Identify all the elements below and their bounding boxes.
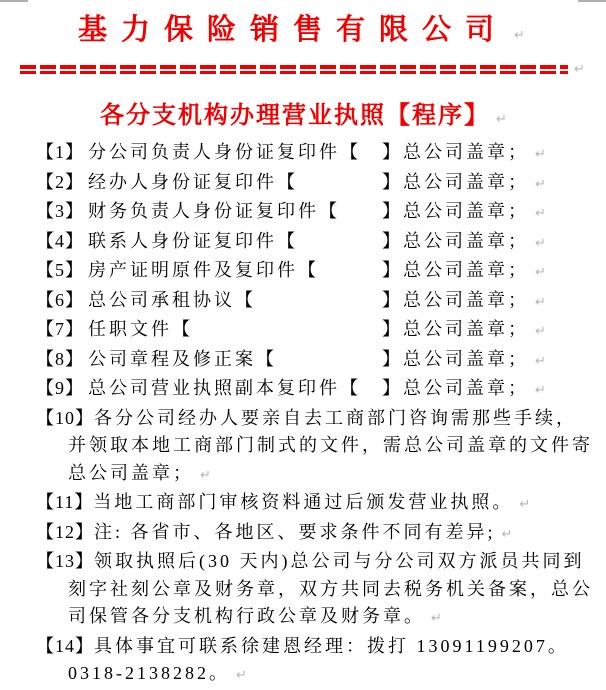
pilcrow-mark-icon: ↵ <box>535 206 549 221</box>
list-item <box>36 198 600 228</box>
list-item <box>36 633 600 661</box>
pilcrow-mark-icon: ↵ <box>514 28 525 43</box>
list-item-number: 【6】 <box>36 289 84 310</box>
list-item-number: 【1】 <box>36 142 84 162</box>
double-line-bars <box>20 63 568 76</box>
pilcrow-mark-icon: ↵ <box>535 324 549 339</box>
list-item-text: 分公司负责人身份证复印件【 】总公司盖章； <box>88 142 529 162</box>
list-item-text: 领取执照后(30 天内)总公司与分公司双方派员共同到 <box>94 551 585 571</box>
list-item-text: 司保管各分支机构行政公章及财务章。 <box>68 606 425 626</box>
list-item <box>36 169 600 199</box>
document-subtitle: 各分支机构办理营业执照【程序】 <box>100 103 490 129</box>
pilcrow-mark-icon: ↵ <box>535 265 549 280</box>
list-item-number: 【10】 <box>36 407 94 428</box>
list-item <box>36 316 600 346</box>
list-item-number: 【13】 <box>36 551 94 571</box>
list-item-text: 联系人身份证复印件【 】总公司盖章； <box>88 230 529 251</box>
list-item-text: 房产证明原件及复印件【 】总公司盖章； <box>88 260 529 280</box>
list-item-continuation <box>36 576 600 604</box>
list-item <box>36 346 600 376</box>
list-item-number: 【9】 <box>36 378 84 398</box>
list-item <box>36 139 600 169</box>
list-item-number: 【11】 <box>36 492 94 512</box>
list-item-text: 具体事宜可联系徐建恩经理：拨打 13091199207。 <box>94 635 569 656</box>
list-item <box>36 548 600 576</box>
list-item-number: 【7】 <box>36 319 84 339</box>
pilcrow-mark-icon: ↵ <box>535 176 549 192</box>
list-item-text: 注: 各省市、各地区、要求条件不同有差异; <box>94 521 496 542</box>
list-item-number: 【12】 <box>36 521 94 542</box>
list-item-number: 【14】 <box>36 635 94 656</box>
list-item-continuation <box>36 660 600 690</box>
title-row <box>0 0 606 48</box>
red-double-line-divider <box>20 62 586 77</box>
list-item <box>36 375 600 405</box>
list-item-text: 0318-2138282。 <box>68 663 230 683</box>
pilcrow-mark-icon: ↵ <box>501 526 516 542</box>
pilcrow-mark-icon: ↵ <box>535 147 549 162</box>
list-item-number: 【4】 <box>36 230 84 251</box>
list-item <box>36 287 600 317</box>
list-item-number: 【3】 <box>36 201 84 221</box>
list-item <box>36 519 600 549</box>
margin-crop-mark-right <box>578 0 606 2</box>
pilcrow-mark-icon: ↵ <box>535 294 549 310</box>
subtitle-row <box>0 95 606 130</box>
pilcrow-mark-icon: ↵ <box>535 235 549 251</box>
list-item-continuation <box>36 432 600 460</box>
list-item-text: 各分公司经办人要亲自去工商部门咨询需那些手续， <box>94 407 577 428</box>
pilcrow-mark-icon: ↵ <box>496 112 507 127</box>
list-item-text: 财务负责人身份证复印件【 】总公司盖章； <box>88 201 529 221</box>
margin-crop-mark-left <box>0 0 28 2</box>
list-item-text: 当地工商部门审核资料通过后颁发营业执照。 <box>93 492 514 512</box>
list-item-continuation <box>36 603 600 633</box>
list-item-text: 经办人身份证复印件【 】总公司盖章； <box>88 171 529 192</box>
list-item-text: 并领取本地工商部门制式的文件，需总公司盖章的文件寄 <box>68 435 593 455</box>
company-title: 基力保险销售有限公司 <box>78 14 509 46</box>
double-line-bottom <box>20 71 568 75</box>
pilcrow-mark-icon: ↵ <box>574 62 585 77</box>
list-item <box>36 489 600 519</box>
pilcrow-mark-icon: ↵ <box>519 497 534 512</box>
procedure-list <box>0 139 606 690</box>
list-item-continuation <box>36 460 600 490</box>
pilcrow-mark-icon: ↵ <box>535 353 549 369</box>
list-item-text: 总公司营业执照副本复印件【 】总公司盖章； <box>88 378 529 398</box>
pilcrow-mark-icon: ↵ <box>200 467 214 483</box>
list-item-number: 【2】 <box>36 171 84 192</box>
pilcrow-mark-icon: ↵ <box>431 611 445 626</box>
list-item <box>36 257 600 287</box>
list-item-text: 刻字社刻公章及财务章，双方共同去税务机关备案，总公 <box>68 578 593 599</box>
list-item <box>36 228 600 258</box>
pilcrow-mark-icon: ↵ <box>535 383 549 398</box>
list-item-text: 任职文件【 】总公司盖章； <box>88 319 529 339</box>
double-line-top <box>20 65 568 69</box>
list-item-text: 总公司盖章； <box>68 462 194 483</box>
list-item-text: 总公司承租协议【 】总公司盖章； <box>88 289 529 310</box>
list-item <box>36 405 600 433</box>
list-item-text: 公司章程及修正案【 】总公司盖章； <box>88 348 529 369</box>
pilcrow-mark-icon: ↵ <box>236 668 250 683</box>
list-item-number: 【5】 <box>36 260 84 280</box>
list-item-number: 【8】 <box>36 348 84 369</box>
